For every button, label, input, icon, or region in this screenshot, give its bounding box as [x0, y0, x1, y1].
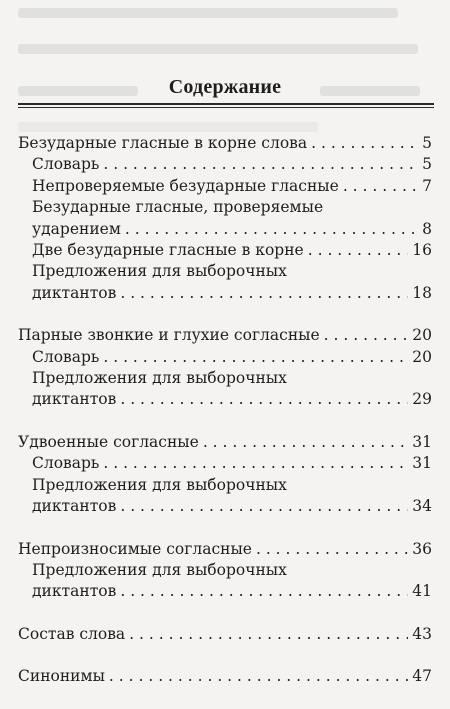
- page-title: Содержание: [168, 76, 282, 98]
- toc-subentry-title: Две безударные гласные в корне: [32, 241, 304, 260]
- toc-page-number: 7: [422, 176, 432, 195]
- toc-section-2: [18, 325, 432, 411]
- dot-leader: [120, 389, 408, 410]
- toc-subentry-title: Словарь: [32, 155, 100, 174]
- toc-subentry-title: Непроверяемые безударные гласные: [32, 176, 339, 195]
- dot-leader: [103, 154, 418, 175]
- toc-page-number: 36: [412, 539, 432, 558]
- toc-entry-title: Синонимы: [18, 667, 105, 686]
- toc-subentry-title: Словарь: [32, 454, 100, 473]
- toc-subentry-title-line2: диктантов: [32, 497, 117, 516]
- toc-page-number: 47: [412, 667, 432, 686]
- toc-page-number: 20: [412, 347, 432, 366]
- dot-leader: [311, 133, 418, 154]
- toc-page-number: 5: [422, 155, 432, 174]
- toc-page-number: 29: [412, 390, 432, 409]
- toc-subentry-title-line1[interactable]: Предложения для выборочных: [32, 560, 287, 579]
- toc-subentry-title-line1[interactable]: Предложения для выборочных: [32, 369, 287, 388]
- toc-subentry[interactable]: [18, 453, 432, 474]
- toc-subentry[interactable]: [18, 219, 432, 240]
- toc-entry[interactable]: [18, 624, 432, 645]
- toc-subentry[interactable]: [18, 176, 432, 197]
- dot-leader: [103, 453, 408, 474]
- dot-leader: [308, 240, 409, 261]
- dot-leader: [120, 283, 408, 304]
- toc-section-1: [18, 133, 432, 304]
- toc-entry-title: Состав слова: [18, 624, 126, 643]
- toc-page-number: 18: [412, 283, 432, 302]
- dot-leader: [256, 539, 408, 560]
- toc-entry[interactable]: [18, 539, 432, 560]
- dot-leader: [324, 325, 409, 346]
- toc-section-4: [18, 539, 432, 603]
- toc-subentry[interactable]: [18, 496, 432, 517]
- toc-subentry-title-line2: диктантов: [32, 582, 117, 601]
- dot-leader: [103, 347, 408, 368]
- toc-section-3: [18, 432, 432, 518]
- toc-subentry[interactable]: [18, 347, 432, 368]
- toc-subentry[interactable]: [18, 581, 432, 602]
- dot-leader: [120, 496, 408, 517]
- toc-page-number: 31: [412, 454, 432, 473]
- toc-page-number: 31: [412, 432, 432, 451]
- table-of-contents: [18, 133, 432, 709]
- toc-entry[interactable]: [18, 133, 432, 154]
- toc-subentry-title-line2: диктантов: [32, 390, 117, 409]
- toc-subentry-title-line1[interactable]: Предложения для выборочных: [32, 262, 287, 281]
- toc-subentry[interactable]: [18, 283, 432, 304]
- dot-leader: [109, 666, 408, 687]
- toc-subentry[interactable]: [18, 154, 432, 175]
- title-rule-thin: [18, 107, 434, 108]
- toc-subentry[interactable]: [18, 389, 432, 410]
- toc-page-number: 34: [412, 497, 432, 516]
- toc-subentry-title-line1[interactable]: Предложения для выборочных: [32, 475, 287, 494]
- toc-subentry-title-line2: диктантов: [32, 283, 117, 302]
- dot-leader: [343, 176, 418, 197]
- toc-entry[interactable]: [18, 432, 432, 453]
- toc-subentry[interactable]: [18, 240, 432, 261]
- toc-entry[interactable]: [18, 325, 432, 346]
- toc-entry-title: Парные звонкие и глухие согласные: [18, 326, 320, 345]
- dot-leader: [203, 432, 408, 453]
- toc-subentry-title-line1[interactable]: Безударные гласные, проверяемые: [32, 198, 324, 217]
- toc-section-6: [18, 666, 432, 687]
- toc-page-number: 41: [412, 582, 432, 601]
- toc-page-number: 20: [412, 326, 432, 345]
- title-rule: [18, 103, 434, 105]
- toc-entry-title: Непроизносимые согласные: [18, 539, 252, 558]
- dot-leader: [125, 219, 418, 240]
- toc-section-5: [18, 624, 432, 645]
- toc-entry-title: Безударные гласные в корне слова: [18, 134, 308, 152]
- bleed-through-background: [0, 0, 450, 130]
- toc-page-number: 43: [412, 624, 432, 643]
- toc-entry-title: Удвоенные согласные: [18, 432, 199, 451]
- toc-page-number: 5: [422, 134, 432, 152]
- toc-page-number: 8: [422, 219, 432, 238]
- toc-subentry-title: Словарь: [32, 347, 100, 366]
- toc-subentry-title-line2: ударением: [32, 219, 121, 238]
- dot-leader: [120, 581, 408, 602]
- toc-page-number: 16: [412, 241, 432, 260]
- dot-leader: [129, 624, 408, 645]
- toc-entry[interactable]: [18, 666, 432, 687]
